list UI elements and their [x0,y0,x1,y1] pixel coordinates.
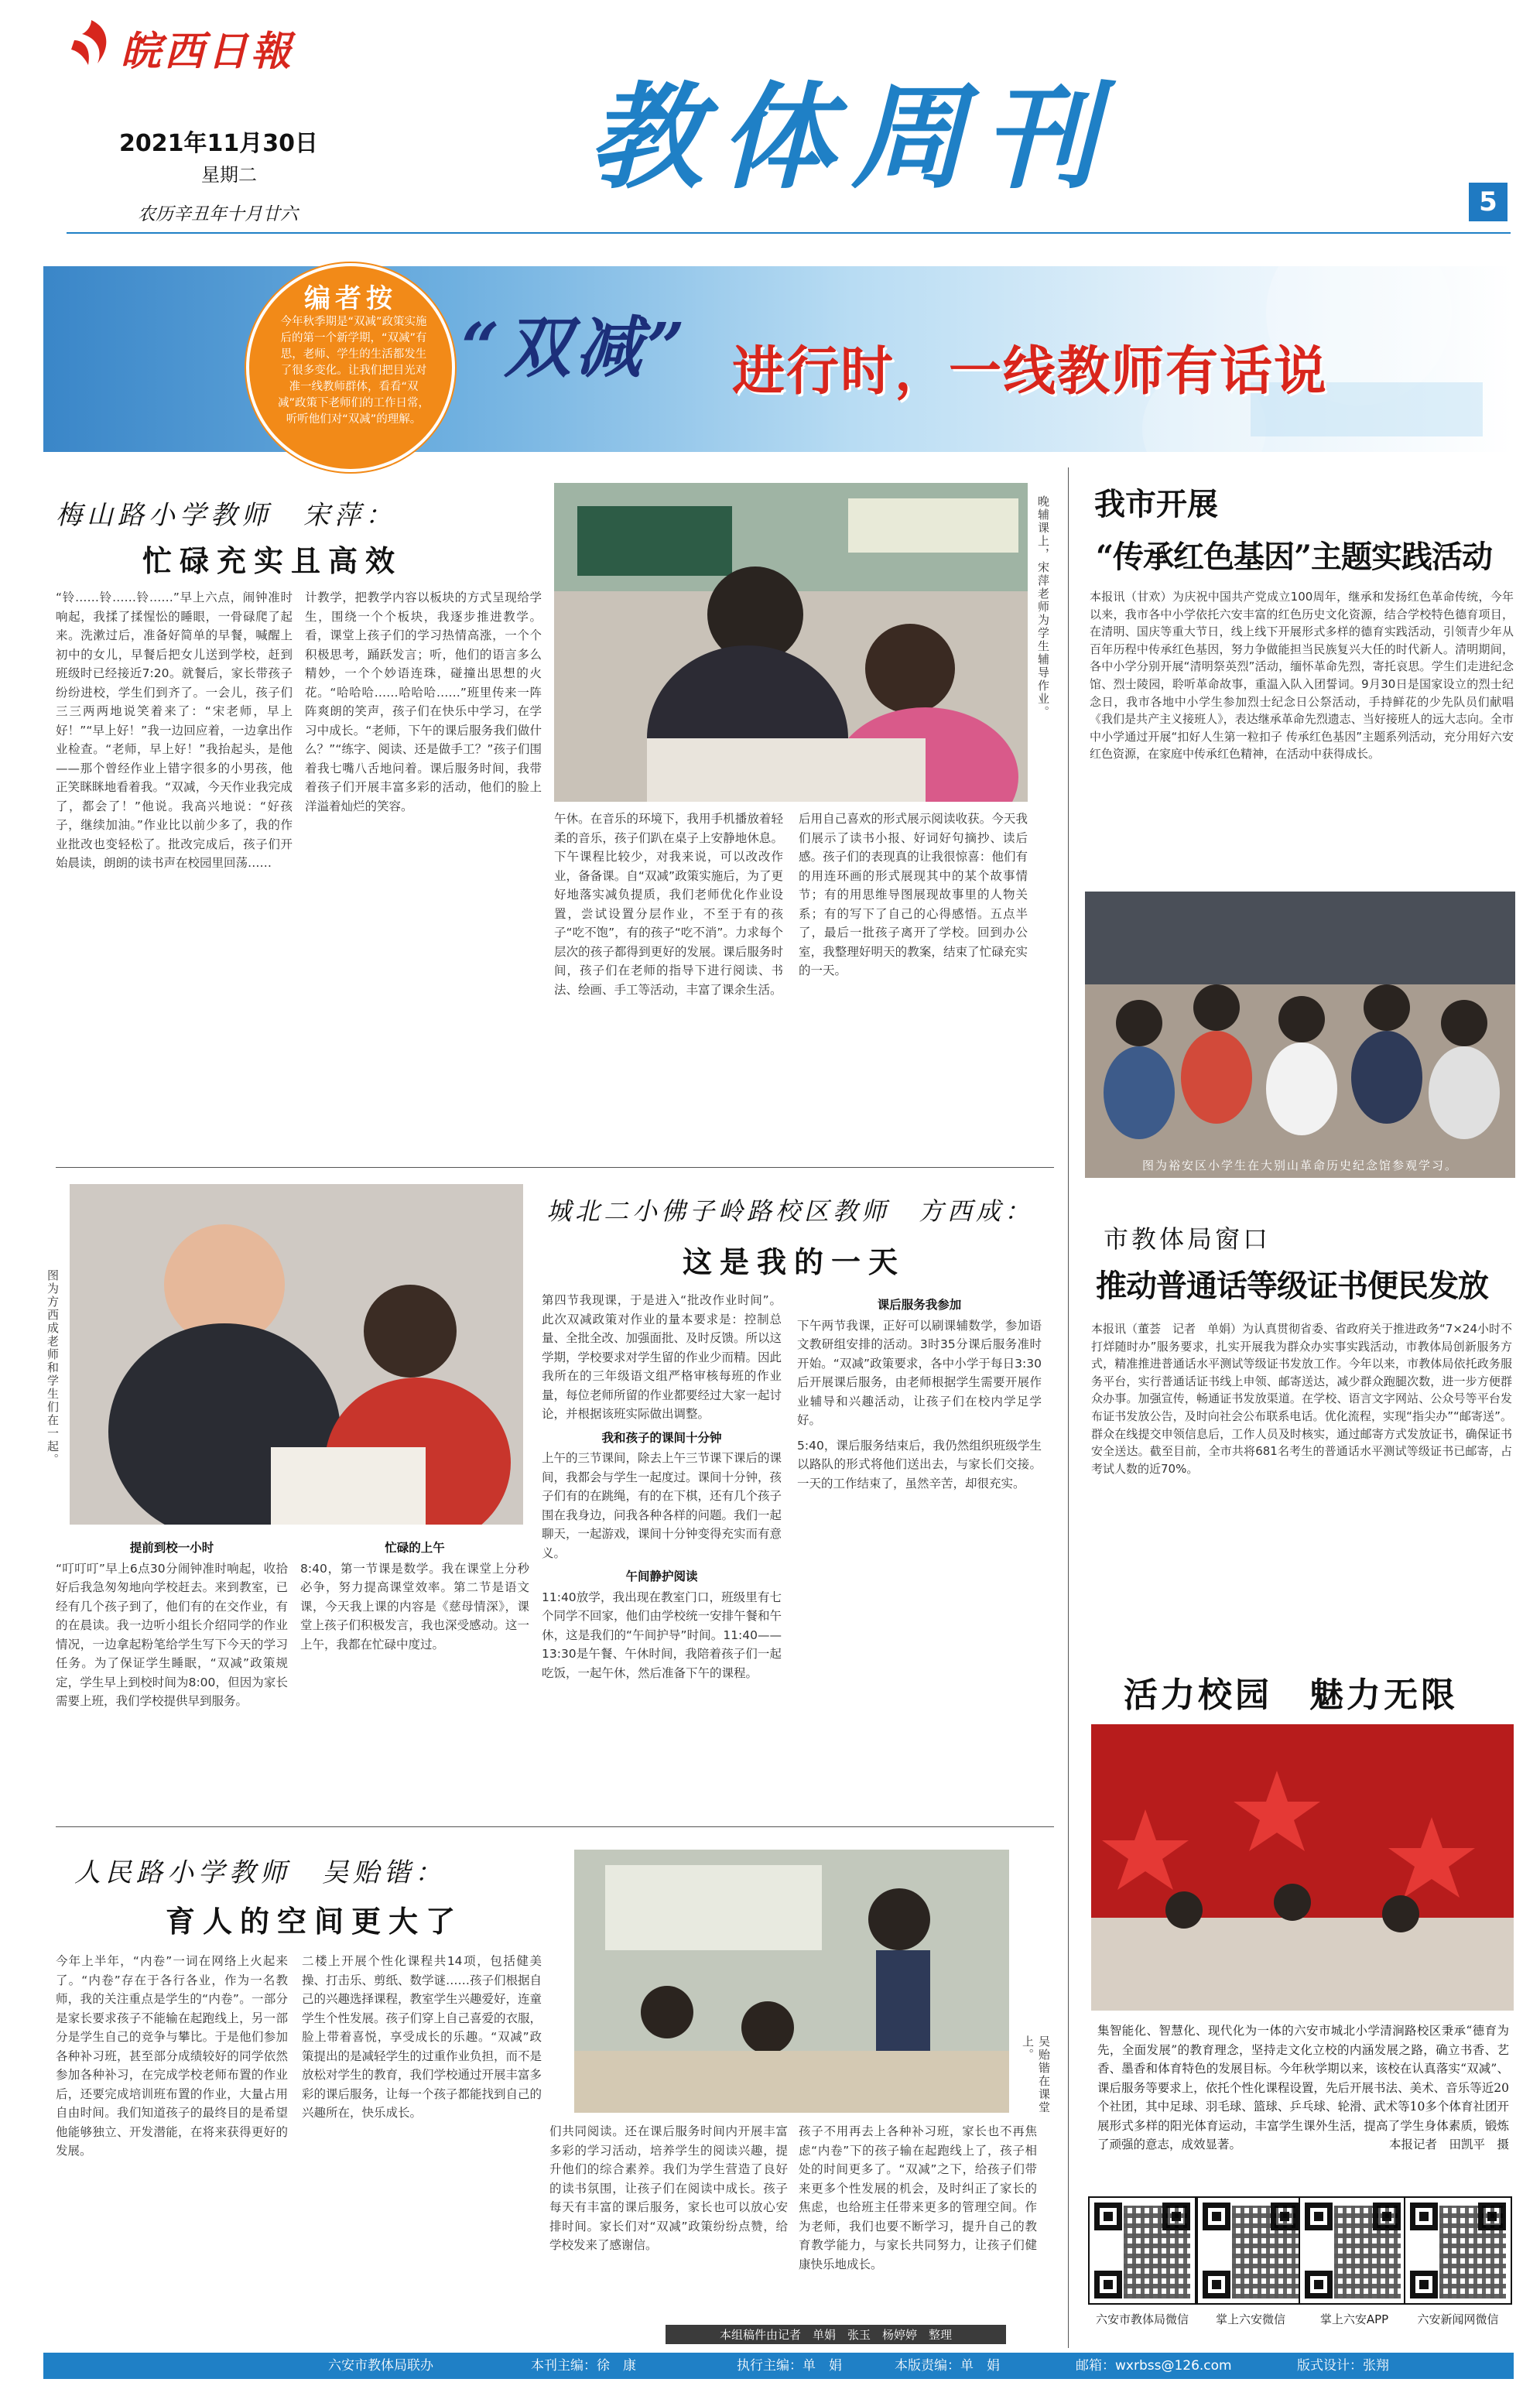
article3-photo [574,1850,1009,2113]
masthead-rule [67,232,1511,234]
article2-p1: 上午的三节课间，除去上午三节课下课后的课间，我都会与学生一起度过。课间十分钟，孩子们有的在跳绳，有的在下棋，还有几个孩子围在我身边，问我各种各样的问题。我们一起聊天，一起游戏，课间十分钟变得充实而有意义。 [542,1451,782,1560]
article1-col4: 后用自己喜欢的形式展示阅读收获。今天我们展示了读书小报、好词好句摘抄、读后感。孩子们的表现真的让我很惊喜：他们有的用连环画的形式展现其中的某个故事情节；有的用思维导图展现故事里的人物关系；有的写下了自己的心得感悟。五点半了，最后一批孩子离开了学校。回到办公室，我整理好明天的教案，结束了忙碌充实的一天。 [799,812,1028,977]
article1-byline: 梅山路小学教师 宋萍： [56,500,396,531]
sidebar1-kicker: 我市开展 [1094,486,1218,522]
sidebar2-title: 推动普通话等级证书便民发放 [1096,1268,1488,1304]
students-performance-photo-icon [1091,1724,1514,2011]
article3-col3: 们共同阅读。还在课后服务时间内开展丰富多彩的学习活动，培养学生的阅读兴趣，提升他们的综合素养。我们为学生营造了良好的读书氛围，让孩子们在阅读中成长。孩子每天有丰富的课后服务，家长也可以放心安排时间。家长们对“双减”政策纷纷点赞，给学校发来了感谢信。 [549,2124,788,2252]
teacher-students-photo-icon [70,1184,523,1525]
sidebar1-photo [1085,892,1515,1178]
article1-col2: 计教学，把教学内容以板块的方式呈现给学生，围绕一个个板块，我逐步推进教学。看，课堂上孩子们的学习热情高涨，一个个积极思考，踊跃发言；听，他们的语言多么精妙，一个个妙语连珠，碰撞出思想的火花。“哈哈哈……哈哈哈……”班里传来一阵阵爽朗的笑声，孩子们在快乐中学习，在学习中成长。“老师，下午的课后服务我们做什么？”“练字、阅读、还是做手工？”孩子们围着我七嘴八舌地问着。课后服务时间，我带着孩子们开展丰富多彩的活动，他们的脸上洋溢着灿烂的笑容。 [305,590,542,813]
footer-editor: 本刊主编：徐 康 [531,2358,636,2374]
sidebar3-credit: 本报记者 田凯平 摄 [1388,2138,1509,2151]
article2-col-a [542,1291,782,1819]
qr-label-1: 六安市教体局微信 [1095,2312,1189,2326]
editor-note [246,263,455,472]
article3-col2: 二楼上开展个性化课程共14项，包括健美操、打击乐、剪纸、数学谜……孩子们根据自己的兴趣选择课程，教室学生兴趣爱好，连童学生个性发展。孩子们穿上自己喜爱的衣服，脸上带着喜悦，享受成长的乐趣。“双减”政策提出的是减轻学生的过重作业负担，而不是放松对学生的教育，我们学校通过开展丰富多彩的课后服务，让每一个孩子都能找到自己的兴趣所在，快乐成长。 [302,1954,542,2120]
footer-exec-editor: 执行主编：单 娟 [737,2358,842,2374]
footer-page-editor: 本版责编：单 娟 [895,2358,1000,2374]
paper-logo [68,17,347,75]
qr-label-4: 六安新闻网微信 [1417,2312,1499,2326]
article2b-col2 [300,1534,529,1819]
banner-headline-quote: “双减” [461,309,690,387]
article1-title: 忙碌充实且高效 [142,543,402,578]
article2-photo-caption: 图为方西成老师和学生们在一起。 [46,1269,60,1467]
article3-col1: 今年上半年，“内卷”一词在网络上火起来了。“内卷”存在于各行各业，作为一名教师，我的关注重点是学生的“内卷”。一部分是家长要求孩子不能输在起跑线上，另一部分是学生自己的竞争与攀比。于是他们参加各种补习班，甚至部分成绩较好的同学依然参加各种补习，在完成学校老师布置的作业后，还要完成培训班布置的作业，大量占用自由时间。我们知道孩子的最终目的是希望他能够独立、开发潜能，在将来获得更好的发展。 [56,1954,288,2158]
sidebar3-body: 集智能化、智慧化、现代化为一体的六安市城北小学清涧路校区秉承“德育为先，全面发展”的教育理念，坚持走文化立校的内涵发展之路，确立书香、艺香、墨香和体育特色的发展目标。今年秋学期以来，该校在认真落实“双减”、课后服务等要求上，依托个性化课程设置，先后开展书法、美术、音乐等近20个社团，其中足球、羽毛球、篮球、乒乓球、轮滑、武术等10多个体育社团开展形式多样的阳光体育运动，丰富学生课外生活，提高了学生身体素质，锻炼了顽强的意志，成效显著。 [1097,2024,1509,2151]
article2-h3: 课后服务我参加 [877,1298,962,1312]
qr-label-3: 掌上六安APP [1319,2312,1389,2326]
logo-mark-icon [68,17,116,70]
article2b-p2: 8:40，第一节课是数学。我在课堂上分秒必争，努力提高课堂效率。第二节是语文课，今天我上课的内容是《慈母情深》，课堂上孩子们积极发言，我也深受感动。这一上午，我都在忙碌中度过。 [300,1561,529,1652]
footer-bar [43,2353,1514,2379]
article2-intro: 第四节我现课，于是进入“批改作业时间”。此次双减政策对作业的量本要求是：控制总量、全批全改、加强面批、及时反馈。所以这学期，学校要求对学生留的作业少而精。因此我所在的三年级语文组严格审核每班的作业量，每位老师所留的作业都要经过大家一起讨论，并根据该班实际做出调整。 [542,1293,782,1421]
article1-col1: “铃……铃……铃……”早上六点，闹钟准时响起，我揉了揉惺忪的睡眼，一骨碌爬了起来。洗漱过后，准备好简单的早餐，喊醒上初中的女儿，早餐后把女儿送到学校，赶到班级时已经接近7:20。就餐后，家长带孩子纷纷进校，学生们到齐了。一会儿，孩子们三三两两地说笑着来了：“宋老师，早上好！”“早上好！”我一边回应着，一边拿出作业检查。“老师，早上好！”我抬起头，是他——那个曾经作业上错字很多的小男孩，他正笑眯眯地看着我。“双减，今天作业我完成了，都会了！”他说。我高兴地说：“好孩子，继续加油。”作业比以前少多了，我的作业批改也变轻松了。批改完成后，孩子们开始晨读，朗朗的读书声在校园里回荡…… [56,590,293,870]
article2-title: 这是我的一天 [682,1244,905,1279]
section-title: 教体周刊 [588,70,1114,204]
sidebar1-title: “传承红色基因”主题实践活动 [1096,539,1493,575]
qr-code-4[interactable] [1404,2196,1512,2305]
article3-col4: 孩子不用再去上各种补习班，家长也不再焦虑“内卷”下的孩子输在起跑线上了，孩子相处的时间更多了。“双减”之下，给孩子们带来更多个性发展的机会，及时纠正了家长的焦虑，也给班主任带来更多的管理空间。作为老师，我们也要不断学习，提升自己的教育教学能力，与家长共同努力，让孩子们健康快乐地成长。 [799,2124,1037,2271]
sidebar1-text: 本报讯（甘欢）为庆祝中国共产党成立100周年，继承和发扬红色革命传统，今年以来，我市各中小学依托六安丰富的红色历史文化资源，结合学校特色德育项目，在清明、国庆等重大节日，线上线下开展形式多样的德育实践活动，引领青少年从百年历程中传承红色基因，努力争做能担当民族复兴大任的时代新人。清明期间，各中小学分别开展“清明祭英烈”活动，缅怀革命先烈，寄托哀思。学生们走进纪念馆、烈士陵园，聆听革命故事，重温入队入团誓词。9月30日是国家设立的烈士纪念日，我市各地中小学生参加烈士纪念日公祭活动，手持鲜花的少先队员们献唱《我们是共产主义接班人》，表达继承革命先烈遗志、当好接班人的远大志向。全市中小学通过开展“扣好人生第一粒扣子 传承红色基因”主题系列活动，充分用好六安红色资源，在家庭中传承红色精神，在活动中获得成长。 [1090,590,1514,762]
footer-email[interactable]: 邮箱：wxrbss@126.com [1076,2358,1232,2374]
article2b-h2: 忙碌的上午 [385,1541,445,1555]
classroom-reading-photo-icon [574,1850,1009,2113]
article2-h1: 我和孩子的课间十分钟 [601,1430,722,1445]
editor-note-text: 今年秋季期是“双减”政策实施后的第一个新学期，“双减”有思，老师、学生的生活都发生了很多变化。让我们把目光对准一线教师群体，看看“双减”政策下老师们的工作日常，听听他们对“双减”的理解。 [277,316,429,426]
article2-col-b [797,1291,1042,1819]
article2-p3: 下午两节我课，正好可以刷课辅数学，参加语文教研组安排的活动。3时35分课后服务准时开始。“双减”政策要求，各中小学于每日3:30后开展课后服务，由老师根据学生需要开展作业辅导和兴趣活动，让孩子们在校内学足学好。 [797,1318,1042,1427]
article2-byline: 城北二小佛子岭路校区教师 方西成： [546,1196,1034,1226]
qr-code-3[interactable] [1299,2196,1407,2305]
article2b-p1: “叮叮叮”早上6点30分闹钟准时响起，收拾好后我急匆匆地向学校赶去。来到教室，已经有几个孩子到了，他们有的在交作业，有的在晨读。我一边听小组长介绍同学的作业情况，一边拿起粉笔给学生写下今天的学习任务。为了保证学生睡眠，“双减”政策规定，学生早上到校时间为8:00，但因为家长需要上班，我们学校提供早到服务。 [56,1561,288,1708]
memorial-hall-photo-icon [1085,892,1515,1178]
classroom-photo-icon [554,483,1028,802]
article1-photo [554,483,1028,802]
article1-col3: 午休。在音乐的环境下，我用手机播放着轻柔的音乐，孩子们趴在桌子上安静地休息。下午课程比较少，对我来说，可以改改作业，备备课。自“双减”政策实施后，为了更好地落实减负提质，我们老师优化作业设置，尝试设置分层作业，不至于有的孩子“吃不饱”，有的孩子“吃不消”。力求每个层次的孩子都得到更好的发展。课后服务时间，孩子们在老师的指导下进行阅读、书法、绘画、手工等活动，丰富了课余生活。 [554,812,783,997]
editor-note-title: 编者按 [304,283,397,314]
article2-p2: 11:40放学，我出现在教室门口，班级里有七个同学不回家，他们由学校统一安排午餐和午休，这是我们的“午间护导”时间。11:40——13:30是午餐、午休时间，我陪着孩子们一起吃饭，一起午休，然后准备下午的课程。 [542,1590,782,1680]
sidebar3-title: 活力校园 魅力无限 [1124,1675,1458,1715]
article1-photo-caption: 晚辅课上，宋萍老师为学生辅导作业。 [1036,495,1050,719]
article3-title: 育人的空间更大了 [165,1904,463,1939]
sidebar-divider [1068,467,1069,2348]
sidebar1-caption: 图为裕安区小学生在大别山革命历史纪念馆参观学习。 [1141,1159,1458,1172]
paper-name: 皖西日報 [121,28,295,75]
footer-design: 版式设计：张翔 [1297,2358,1389,2374]
article2-photo [70,1184,523,1525]
article1-divider [56,1167,1054,1168]
article2-h2: 午间静护阅读 [625,1569,698,1583]
article2b-h1: 提前到校一小时 [129,1541,214,1555]
sidebar2-text: 本报讯（董荟 记者 单娟）为认真贯彻省委、省政府关于推进政务“7×24小时不打烊随时办”服务要求，扎实开展我为群众办实事实践活动，市教体局创新服务方式，精准推进普通话水平测试等级证书发放工作。今年以来，市教体局依托政务服务平台，实行普通话证书线上申领、邮寄送达，减少群众跑腿次数，进一步方便群众办事。加强宣传，畅通证书发放渠道。在学校、语言文字网站、公众号等平台发布证书发放公告，及时向社会公布联系电话。优化流程，实现“指尖办”“邮寄送”。群众在线提交申领信息后，工作人员及时核实，通过邮寄方式发放证书，确保证书安全送达。截至目前，全市共将681名考生的普通话水平测试等级证书已邮寄，占考试人数的近70%。 [1091,1322,1512,1476]
issue-weekday: 星期二 [201,164,257,186]
sidebar3-text [1097,2021,1509,2173]
article2-p4: 5:40，课后服务结束后，我仍然组织班级学生以路队的形式将他们送出去，与家长们交接。一天的工作结束了，虽然辛苦，却很充实。 [797,1438,1042,1491]
article3-photo-caption: 吴贻锴在课堂上。 [1021,2035,1051,2114]
article2-divider [56,1826,1054,1827]
lunar-date: 农历辛丑年十月廿六 [138,204,298,224]
sidebar3-photo [1091,1724,1514,2011]
banner-headline: 进行时，一线教师有话说 [732,341,1329,402]
footer-sponsor: 六安市教体局联办 [328,2358,433,2374]
page-number: 5 [1469,183,1507,221]
issue-date: 2021年11月30日 [119,130,318,157]
qr-label-2: 掌上六安微信 [1215,2312,1285,2326]
qr-code-2[interactable] [1196,2196,1305,2305]
article3-byline: 人民路小学教师 吴贻锴： [74,1857,446,1888]
sidebar2-kicker: 市教体局窗口 [1104,1224,1271,1254]
qr-code-1[interactable] [1088,2196,1196,2305]
article3-credit: 本组稿件由记者 单娟 张玉 杨婷婷 整理 [666,2325,1006,2344]
article2b-col1 [56,1534,288,1819]
